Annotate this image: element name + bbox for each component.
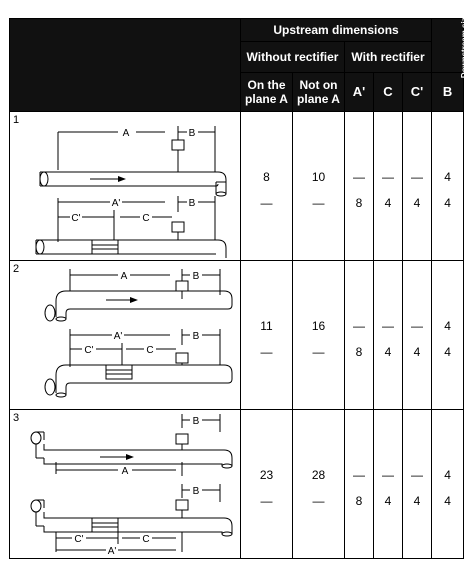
a-prime-values: [345, 112, 374, 261]
header-with-rectifier: With rectifier: [345, 42, 432, 73]
label-c-prime: C': [84, 345, 94, 356]
on-plane-a-values: [241, 112, 293, 261]
value-upper: —: [382, 319, 394, 333]
value-lower: 4: [384, 345, 392, 359]
value-lower: 4: [413, 196, 421, 210]
b-values: [432, 261, 464, 410]
value-upper: —: [382, 170, 394, 184]
header-on-plane-a: On the plane A: [241, 73, 293, 112]
value-upper: —: [411, 170, 424, 184]
value-upper: —: [353, 319, 365, 333]
value-upper: —: [353, 468, 365, 482]
value-lower: 4: [384, 196, 392, 210]
value-upper: 11: [260, 319, 273, 333]
header-c: C: [374, 73, 403, 112]
installation-diagram-2: [10, 261, 241, 410]
value-upper: 8: [263, 170, 270, 184]
value-lower: 4: [413, 494, 421, 508]
value-lower: 4: [444, 196, 451, 210]
label-b: B: [192, 331, 200, 342]
value-lower: 8: [355, 494, 363, 508]
pipe-diagram-1: [10, 112, 241, 260]
label-c-prime: C': [74, 534, 84, 545]
value-lower: 4: [444, 345, 451, 359]
on-plane-a-values: [241, 410, 293, 559]
a-prime-values: [345, 410, 374, 559]
label-b: B: [188, 128, 196, 139]
value-upper: 4: [444, 170, 451, 184]
label-c: C: [146, 345, 154, 356]
table-row: [10, 410, 464, 559]
a-prime-values: [345, 261, 374, 410]
not-on-plane-a-values: [293, 261, 345, 410]
row-number: 1: [13, 114, 20, 126]
row-number: 2: [13, 263, 20, 275]
value-upper: 4: [444, 319, 451, 333]
value-lower: 4: [384, 494, 392, 508]
c-values: [374, 410, 403, 559]
label-a: A: [120, 271, 128, 282]
label-b: B: [188, 198, 196, 209]
value-upper: 28: [311, 468, 326, 482]
value-lower: 8: [355, 345, 363, 359]
value-lower: —: [312, 345, 325, 359]
b-values: [432, 112, 464, 261]
b-values: [432, 410, 464, 559]
pipe-diagram-3: [10, 410, 241, 558]
c-prime-values: [403, 410, 432, 559]
row-number: 3: [13, 412, 20, 424]
header-without-rectifier: Without rectifier: [241, 42, 345, 73]
value-lower: —: [260, 494, 273, 508]
downstream-size-label: Downstream size: [460, 12, 470, 79]
header-blank-cell: [10, 19, 241, 112]
value-lower: 4: [444, 494, 451, 508]
value-upper: 23: [259, 468, 274, 482]
value-upper: —: [411, 468, 424, 482]
header-b: B: [432, 73, 464, 112]
c-values: [374, 112, 403, 261]
table-row: [10, 261, 464, 410]
header-a-prime: A': [345, 73, 374, 112]
label-b: B: [192, 416, 200, 427]
header-downstream-size: [432, 12, 470, 79]
upstream-dimensions-table: [9, 12, 470, 559]
pipe-diagram-2: [10, 261, 241, 409]
label-b: B: [192, 486, 200, 497]
label-a: A: [121, 466, 129, 477]
value-upper: —: [353, 170, 365, 184]
c-values: [374, 261, 403, 410]
label-a: A: [122, 128, 130, 139]
value-upper: 4: [444, 468, 451, 482]
value-lower: 8: [355, 196, 363, 210]
header-not-on-plane-a: Not on plane A: [293, 73, 345, 112]
label-c: C: [142, 213, 150, 224]
value-upper: 10: [311, 170, 326, 184]
c-prime-values: [403, 261, 432, 410]
label-a-prime: A': [113, 331, 123, 342]
value-lower: —: [260, 345, 273, 359]
on-plane-a-values: [241, 261, 293, 410]
label-a-prime: A': [111, 198, 121, 209]
label-a-prime: A': [107, 546, 117, 557]
value-lower: 4: [413, 345, 421, 359]
c-prime-values: [403, 112, 432, 261]
value-upper: —: [382, 468, 394, 482]
value-upper: —: [411, 319, 424, 333]
header-c-prime: C': [403, 73, 432, 112]
label-b: B: [192, 271, 200, 282]
label-c: C: [142, 534, 150, 545]
value-lower: —: [260, 196, 273, 210]
label-c-prime: C': [71, 213, 81, 224]
value-lower: —: [312, 494, 325, 508]
installation-diagram-1: [10, 112, 241, 261]
installation-diagram-3: [10, 410, 241, 559]
table-row: [10, 112, 464, 261]
value-lower: —: [312, 196, 325, 210]
value-upper: 16: [311, 319, 326, 333]
not-on-plane-a-values: [293, 112, 345, 261]
not-on-plane-a-values: [293, 410, 345, 559]
header-upstream-dimensions: Upstream dimensions: [241, 19, 432, 42]
